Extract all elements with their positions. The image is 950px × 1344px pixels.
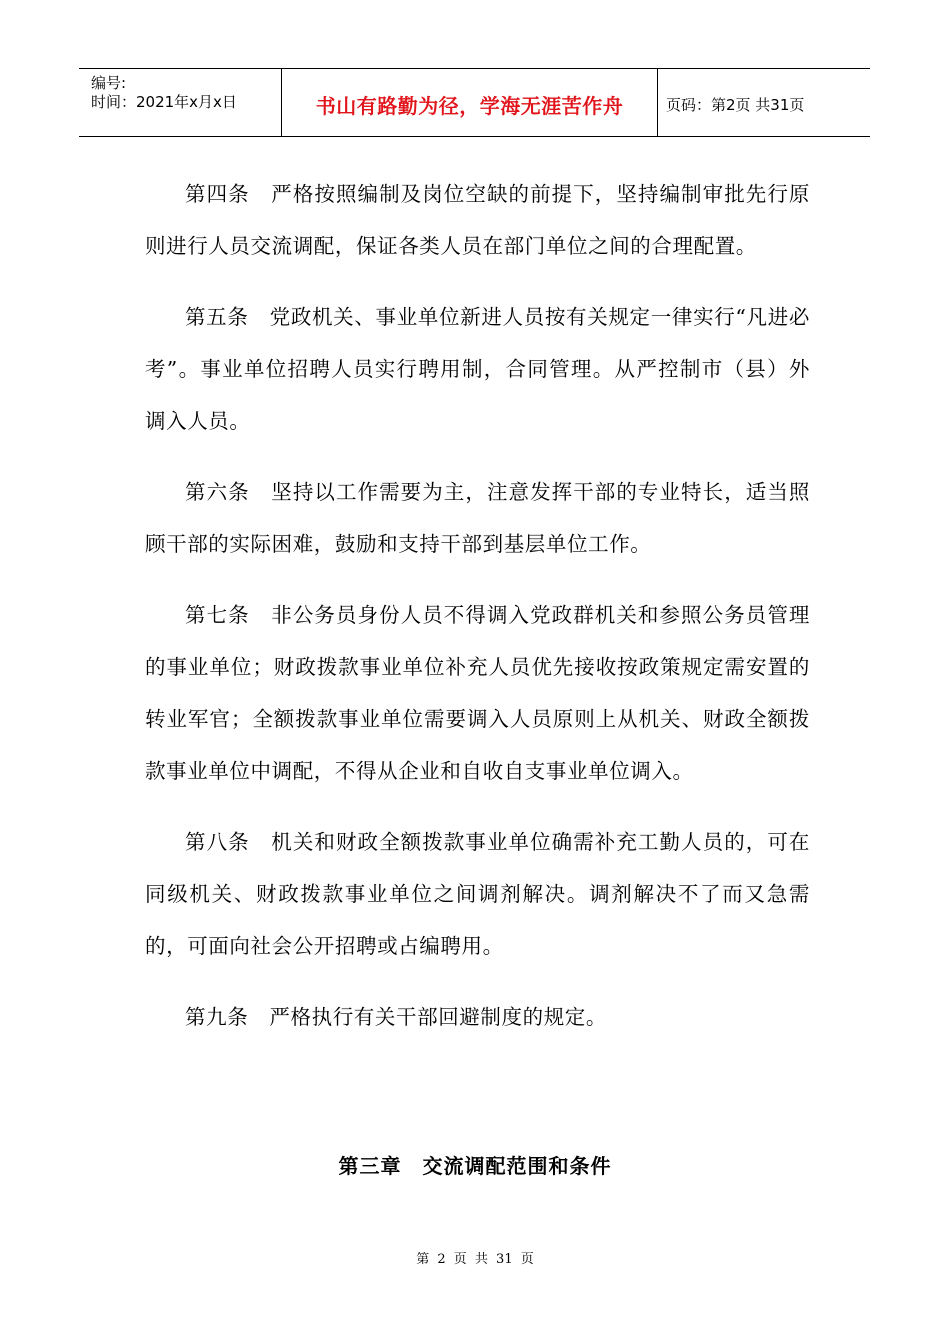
- document-body: [145, 168, 810, 1062]
- article-6: 第六条 坚持以工作需要为主，注意发挥干部的专业特长，适当照顾干部的实际困难，鼓励和支持干部到基层单位工作。: [145, 480, 810, 556]
- page-footer: 第 2 页 共 31 页: [416, 1252, 534, 1267]
- header-info-cell: [79, 69, 282, 136]
- header-motto: 书山有路勤为径，学海无涯苦作舟: [315, 94, 624, 118]
- header-page-number: 页码：第2页 共31页: [666, 96, 805, 114]
- article-8: 第八条 机关和财政全额拨款事业单位确需补充工勤人员的，可在同级机关、财政拨款事业单位之间调剂解决。调剂解决不了而又急需的，可面向社会公开招聘或占编聘用。: [145, 830, 810, 958]
- header-motto-cell: [282, 69, 658, 136]
- header-table: [79, 68, 870, 137]
- document-time-label: 时间：2021年x月x日: [91, 93, 237, 111]
- article-4: 第四条 严格按照编制及岗位空缺的前提下，坚持编制审批先行原则进行人员交流调配，保证各类人员在部门单位之间的合理配置。: [145, 182, 810, 258]
- document-number-label: 编号:: [91, 74, 127, 92]
- article-9: 第九条 严格执行有关干部回避制度的规定。: [185, 1005, 607, 1029]
- article-5: 第五条 党政机关、事业单位新进人员按有关规定一律实行“凡进必考”。事业单位招聘人员实行聘用制，合同管理。从严控制市（县）外调入人员。: [145, 305, 810, 433]
- chapter-heading: 第三章 交流调配范围和条件: [338, 1154, 612, 1178]
- header-page-cell: [658, 69, 870, 136]
- article-7: 第七条 非公务员身份人员不得调入党政群机关和参照公务员管理的事业单位；财政拨款事业单位补充人员优先接收按政策规定需安置的转业军官；全额拨款事业单位需要调入人员原则上从机关、财政全额拨款事业单位中调配，不得从企业和自收自支事业单位调入。: [145, 603, 810, 783]
